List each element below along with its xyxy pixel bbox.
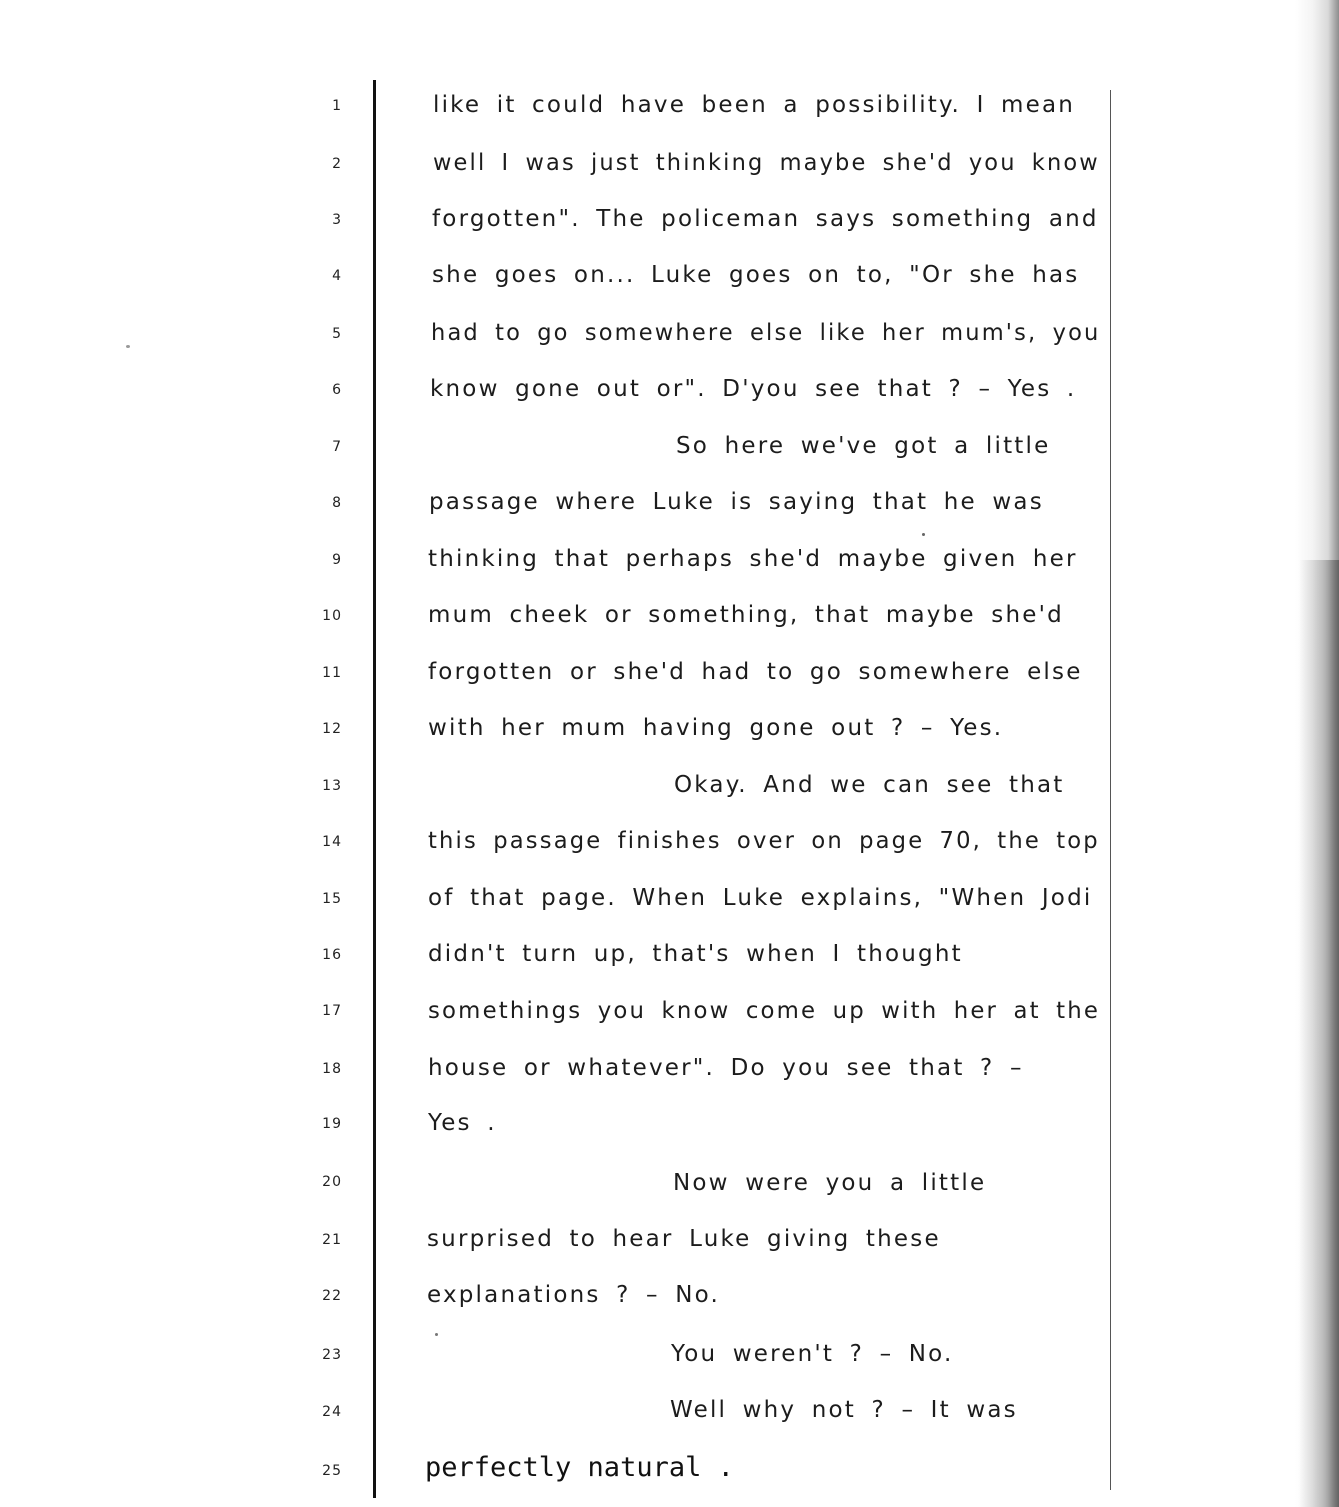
line-number: 24 <box>322 1404 342 1420</box>
line-number: 5 <box>332 326 342 342</box>
transcript-line: explanations ? – No. <box>427 1282 720 1308</box>
transcript-line: with her mum having gone out ? – Yes. <box>428 715 1004 741</box>
transcript-line: had to go somewhere else like her mum's, you <box>431 320 1101 346</box>
transcript-line: You weren't ? – No. <box>671 1341 954 1367</box>
transcript-line: forgotten or she'd had to go somewhere else <box>428 659 1083 685</box>
line-number: 1 <box>332 98 342 114</box>
transcript-line: well I was just thinking maybe she'd you know <box>433 150 1100 176</box>
line-number: 14 <box>322 834 342 850</box>
line-number: 2 <box>332 156 342 172</box>
line-number: 9 <box>332 552 342 568</box>
transcript-line: passage where Luke is saying that he was <box>429 489 1044 515</box>
line-number: 15 <box>322 891 342 907</box>
transcript-line: forgotten". The policeman says something and <box>432 206 1099 232</box>
transcript-line: mum cheek or something, that maybe she'd <box>428 602 1064 628</box>
line-number: 13 <box>322 778 342 794</box>
line-number: 12 <box>322 721 342 737</box>
line-number: 6 <box>332 382 342 398</box>
line-number: 16 <box>322 947 342 963</box>
transcript-line: perfectly natural . <box>425 1452 734 1483</box>
transcript-line: house or whatever". Do you see that ? – <box>428 1055 1024 1081</box>
line-number: 21 <box>322 1232 342 1248</box>
transcript-line: thinking that perhaps she'd maybe given her <box>428 546 1078 572</box>
line-number: 23 <box>322 1347 342 1363</box>
transcript-line: So here we've got a little <box>676 433 1051 459</box>
transcript-line: like it could have been a possibility. I mean <box>433 92 1076 118</box>
transcript-line: Okay. And we can see that <box>674 772 1065 798</box>
transcript-line: Yes . <box>428 1110 497 1136</box>
transcript-line: this passage finishes over on page 70, the top <box>428 828 1100 854</box>
line-number: 10 <box>322 608 342 624</box>
line-number: 8 <box>332 495 342 511</box>
line-number: 25 <box>322 1463 342 1479</box>
line-number: 4 <box>332 268 342 284</box>
transcript-line: Now were you a little <box>673 1170 987 1196</box>
transcript-line: she goes on... Luke goes on to, "Or she has <box>432 262 1080 288</box>
line-number: 7 <box>332 439 342 455</box>
transcript-line: didn't turn up, that's when I thought <box>428 941 963 967</box>
line-number: 20 <box>322 1174 342 1190</box>
line-number: 22 <box>322 1288 342 1304</box>
transcript-line: somethings you know come up with her at the <box>428 998 1101 1024</box>
transcript-line: of that page. When Luke explains, "When Jodi <box>428 885 1093 911</box>
transcript-line: know gone out or". D'you see that ? – Yes . <box>430 376 1077 402</box>
transcript-line: surprised to hear Luke giving these <box>427 1226 941 1252</box>
line-number: 11 <box>322 665 342 681</box>
line-number: 18 <box>322 1061 342 1077</box>
line-number: 17 <box>322 1003 342 1019</box>
line-number: 3 <box>332 212 342 228</box>
transcript-line: Well why not ? – It was <box>670 1397 1018 1423</box>
line-number: 19 <box>322 1116 342 1132</box>
